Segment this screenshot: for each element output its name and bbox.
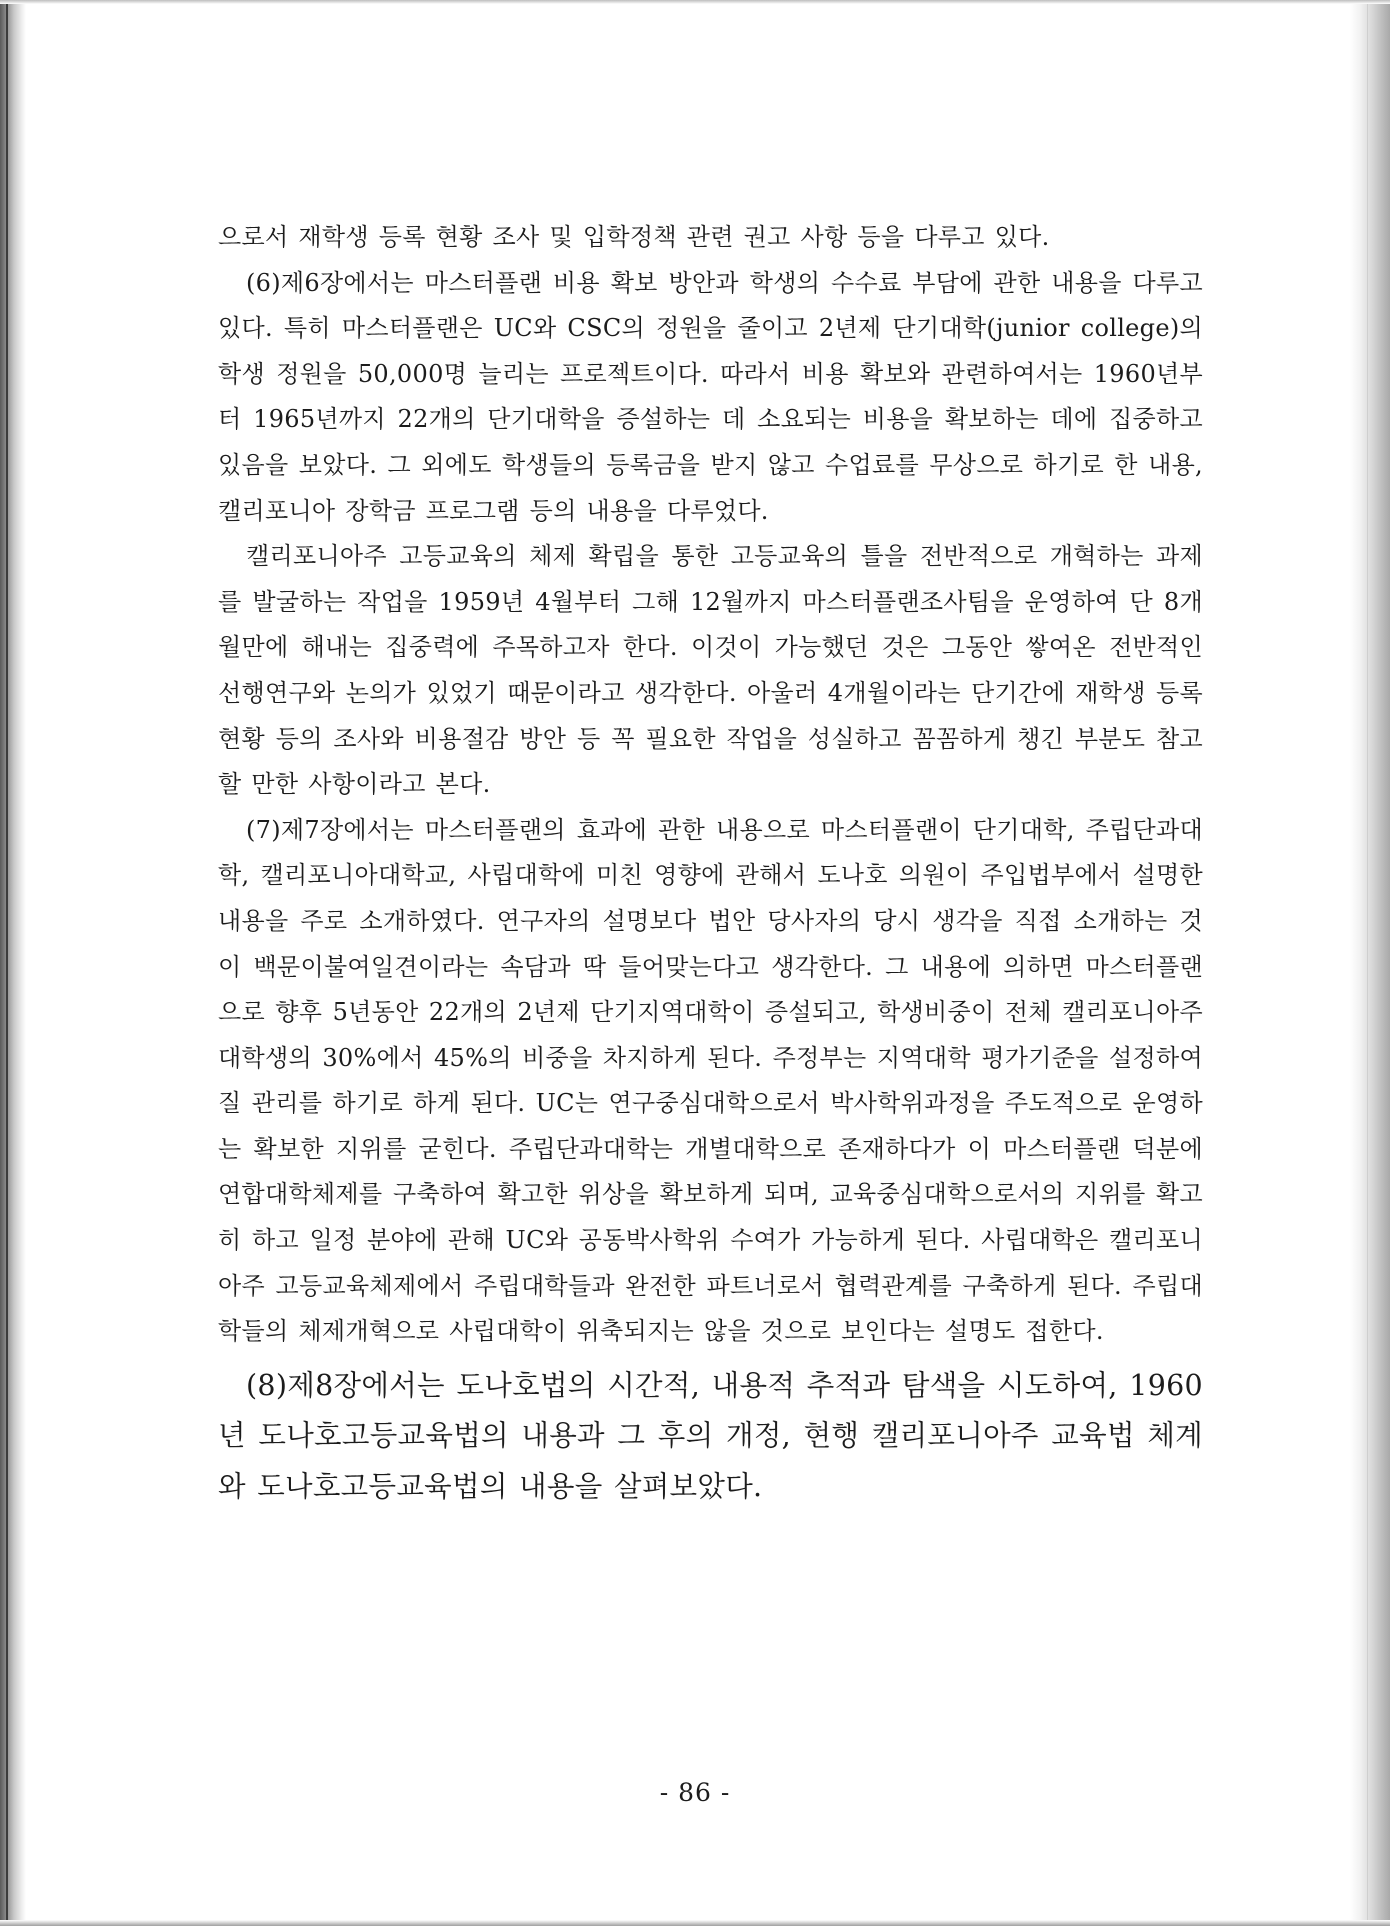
page-number: - 86 - (659, 1778, 731, 1807)
book-spine-edge (6, 0, 8, 1926)
book-spine-shadow (0, 0, 26, 1926)
top-edge-shadow (0, 0, 1390, 4)
paragraph-chapter-7: (7)제7장에서는 마스터플랜의 효과에 관한 내용으로 마스터플랜이 단기대학, 주립단과대학, 캘리포니아대학교, 사립대학에 미친 영향에 관해서 도나호 의원이 주입법부에서 설명한 내용을 주로 소개하였다. 연구자의 설명보다 법안 당사자의 당시 생각을 직접 소개하는 것이 백문이불여일견이라는 속담과 딱 들어맞는다고 생각한다. 그 내용에 의하면 마스터플랜으로 향후 5년동안 22개의 2년제 단기지역대학이 증설되고, 학생비중이 전체 캘리포니아주 대학생의 30%에서 45%의 비중을 차지하게 된다. 주정부는 지역대학 평가기준을 설정하여 질 관리를 하기로 하게 된다. UC는 연구중심대학으로서 박사학위과정을 주도적으로 운영하는 확보한 지위를 굳힌다. 주립단과대학는 개별대학으로 존재하다가 이 마스터플랜 덕분에 연합대학체제를 구축하여 확고한 위상을 확보하게 되며, 교육중심대학으로서의 지위를 확고히 하고 일정 분야에 관해 UC와 공동박사학위 수여가 가능하게 된다. 사립대학은 캘리포니아주 고등교육체제에서 주립대학들과 완전한 파트너로서 협력관계를 구축하게 된다. 주립대학들의 체제개혁으로 사립대학이 위축되지는 않을 것으로 보인다는 설명도 접한다. (218, 815, 1203, 1346)
page-stack-edge (1367, 0, 1368, 1926)
paragraph-commentary: 캘리포니아주 고등교육의 체제 확립을 통한 고등교육의 틀을 전반적으로 개혁하는 과제를 발굴하는 작업을 1959년 4월부터 그해 12월까지 마스터플랜조사팀을 운영하여 단 8개월만에 해내는 집중력에 주목하고자 한다. 이것이 가능했던 것은 그동안 쌓여온 전반적인 선행연구와 논의가 있었기 때문이라고 생각한다. 아울러 4개월이라는 단기간에 재학생 등록 현황 등의 조사와 비용절감 방안 등 꼭 필요한 작업을 성실하고 꼼꼼하게 챙긴 부분도 참고할 만한 사항이라고 본다. (218, 542, 1203, 799)
page-body (218, 215, 1203, 1512)
paragraph-chapter-8: (8)제8장에서는 도나호법의 시간적, 내용적 추적과 탐색을 시도하여, 1960년 도나호고등교육법의 내용과 그 후의 개정, 현행 캘리포니아주 교육법 체계와 도나호고등교육법의 내용을 살펴보았다. (218, 1368, 1203, 1503)
paragraph-continuation: 으로서 재학생 등록 현황 조사 및 입학정책 관련 권고 사항 등을 다루고 있다. (218, 223, 1050, 251)
bottom-edge-shadow (0, 1920, 1390, 1926)
page-stack-shadow (1350, 0, 1390, 1926)
paragraph-chapter-6: (6)제6장에서는 마스터플랜 비용 확보 방안과 학생의 수수료 부담에 관한 내용을 다루고 있다. 특히 마스터플랜은 UC와 CSC의 정원을 줄이고 2년제 단기대학(junior college)의 학생 정원을 50,000명 늘리는 프로젝트이다. 따라서 비용 확보와 관련하여서는 1960년부터 1965년까지 22개의 단기대학을 증설하는 데 소요되는 비용을 확보하는 데에 집중하고 있음을 보았다. 그 외에도 학생들의 등록금을 받지 않고 수업료를 무상으로 하기로 한 내용, 캘리포니아 장학금 프로그램 등의 내용을 다루었다. (218, 268, 1203, 525)
